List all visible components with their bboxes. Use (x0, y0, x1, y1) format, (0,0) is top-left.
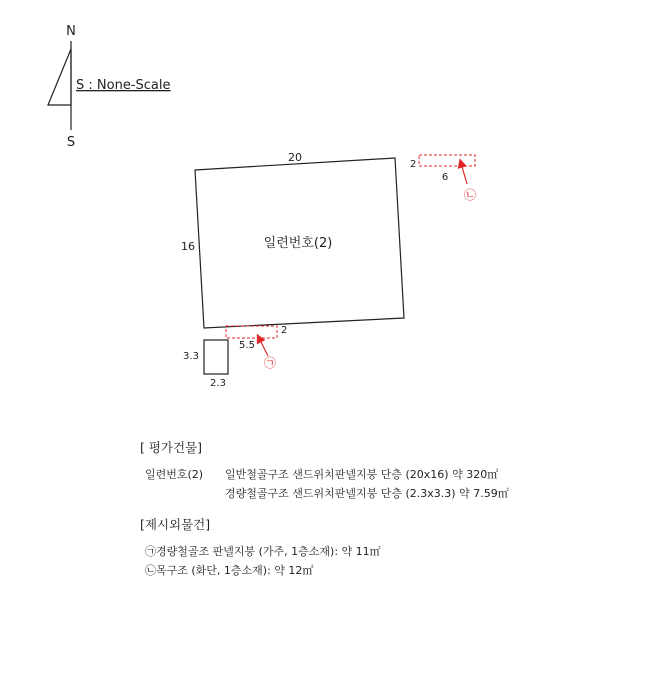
north-triangle (48, 49, 71, 105)
extra-row-text: ㉡목구조 (화단, 1층소재): 약 12㎡ (145, 564, 314, 577)
extra-row-text: ㉠경량철골조 판넬지붕 (가주, 1층소재): 약 11㎡ (145, 545, 381, 558)
feature-b-outline (419, 155, 475, 166)
annex-building-outline (204, 340, 228, 374)
annex-dim-left: 3.3 (183, 351, 199, 362)
feature-a-dim-width: 2 (281, 325, 288, 336)
north-label: N (66, 24, 76, 39)
eval-row-2 (140, 484, 640, 503)
main-building-dim-left: 16 (181, 240, 195, 253)
eval-row-desc: 경량철골구조 샌드위치판넬지붕 단층 (2.3x3.3) 약 7.59㎡ (225, 487, 509, 500)
eval-header: [ 평가건물] (140, 440, 203, 455)
main-building-label: 일련번호(2) (263, 236, 333, 251)
feature-b-marker: ㉡ (463, 188, 477, 202)
extra-row-1 (140, 542, 640, 561)
eval-row-1 (140, 465, 640, 484)
feature-a-arrow (259, 338, 268, 356)
extra-row-2 (140, 561, 640, 580)
scale-label: S : None-Scale (76, 78, 171, 93)
north-arrow (48, 24, 170, 150)
feature-b-dim-width: 2 (410, 159, 417, 170)
main-building-dim-top: 20 (288, 151, 302, 164)
annex-dim-bottom: 2.3 (210, 378, 226, 389)
feature-a-dim-len: 5.5 (239, 340, 255, 351)
eval-row-id: 일련번호(2) (145, 468, 204, 481)
feature-b-dim-len: 6 (441, 172, 449, 183)
extra-header: [제시외물건] (140, 517, 211, 532)
eval-row-desc: 일반철골구조 샌드위치판넬지붕 단층 (20x16) 약 320㎡ (225, 468, 499, 481)
legend-panel (140, 438, 640, 580)
feature-a-marker: ㉠ (263, 356, 277, 370)
south-label: S (66, 135, 76, 150)
feature-a-outline (226, 326, 277, 338)
